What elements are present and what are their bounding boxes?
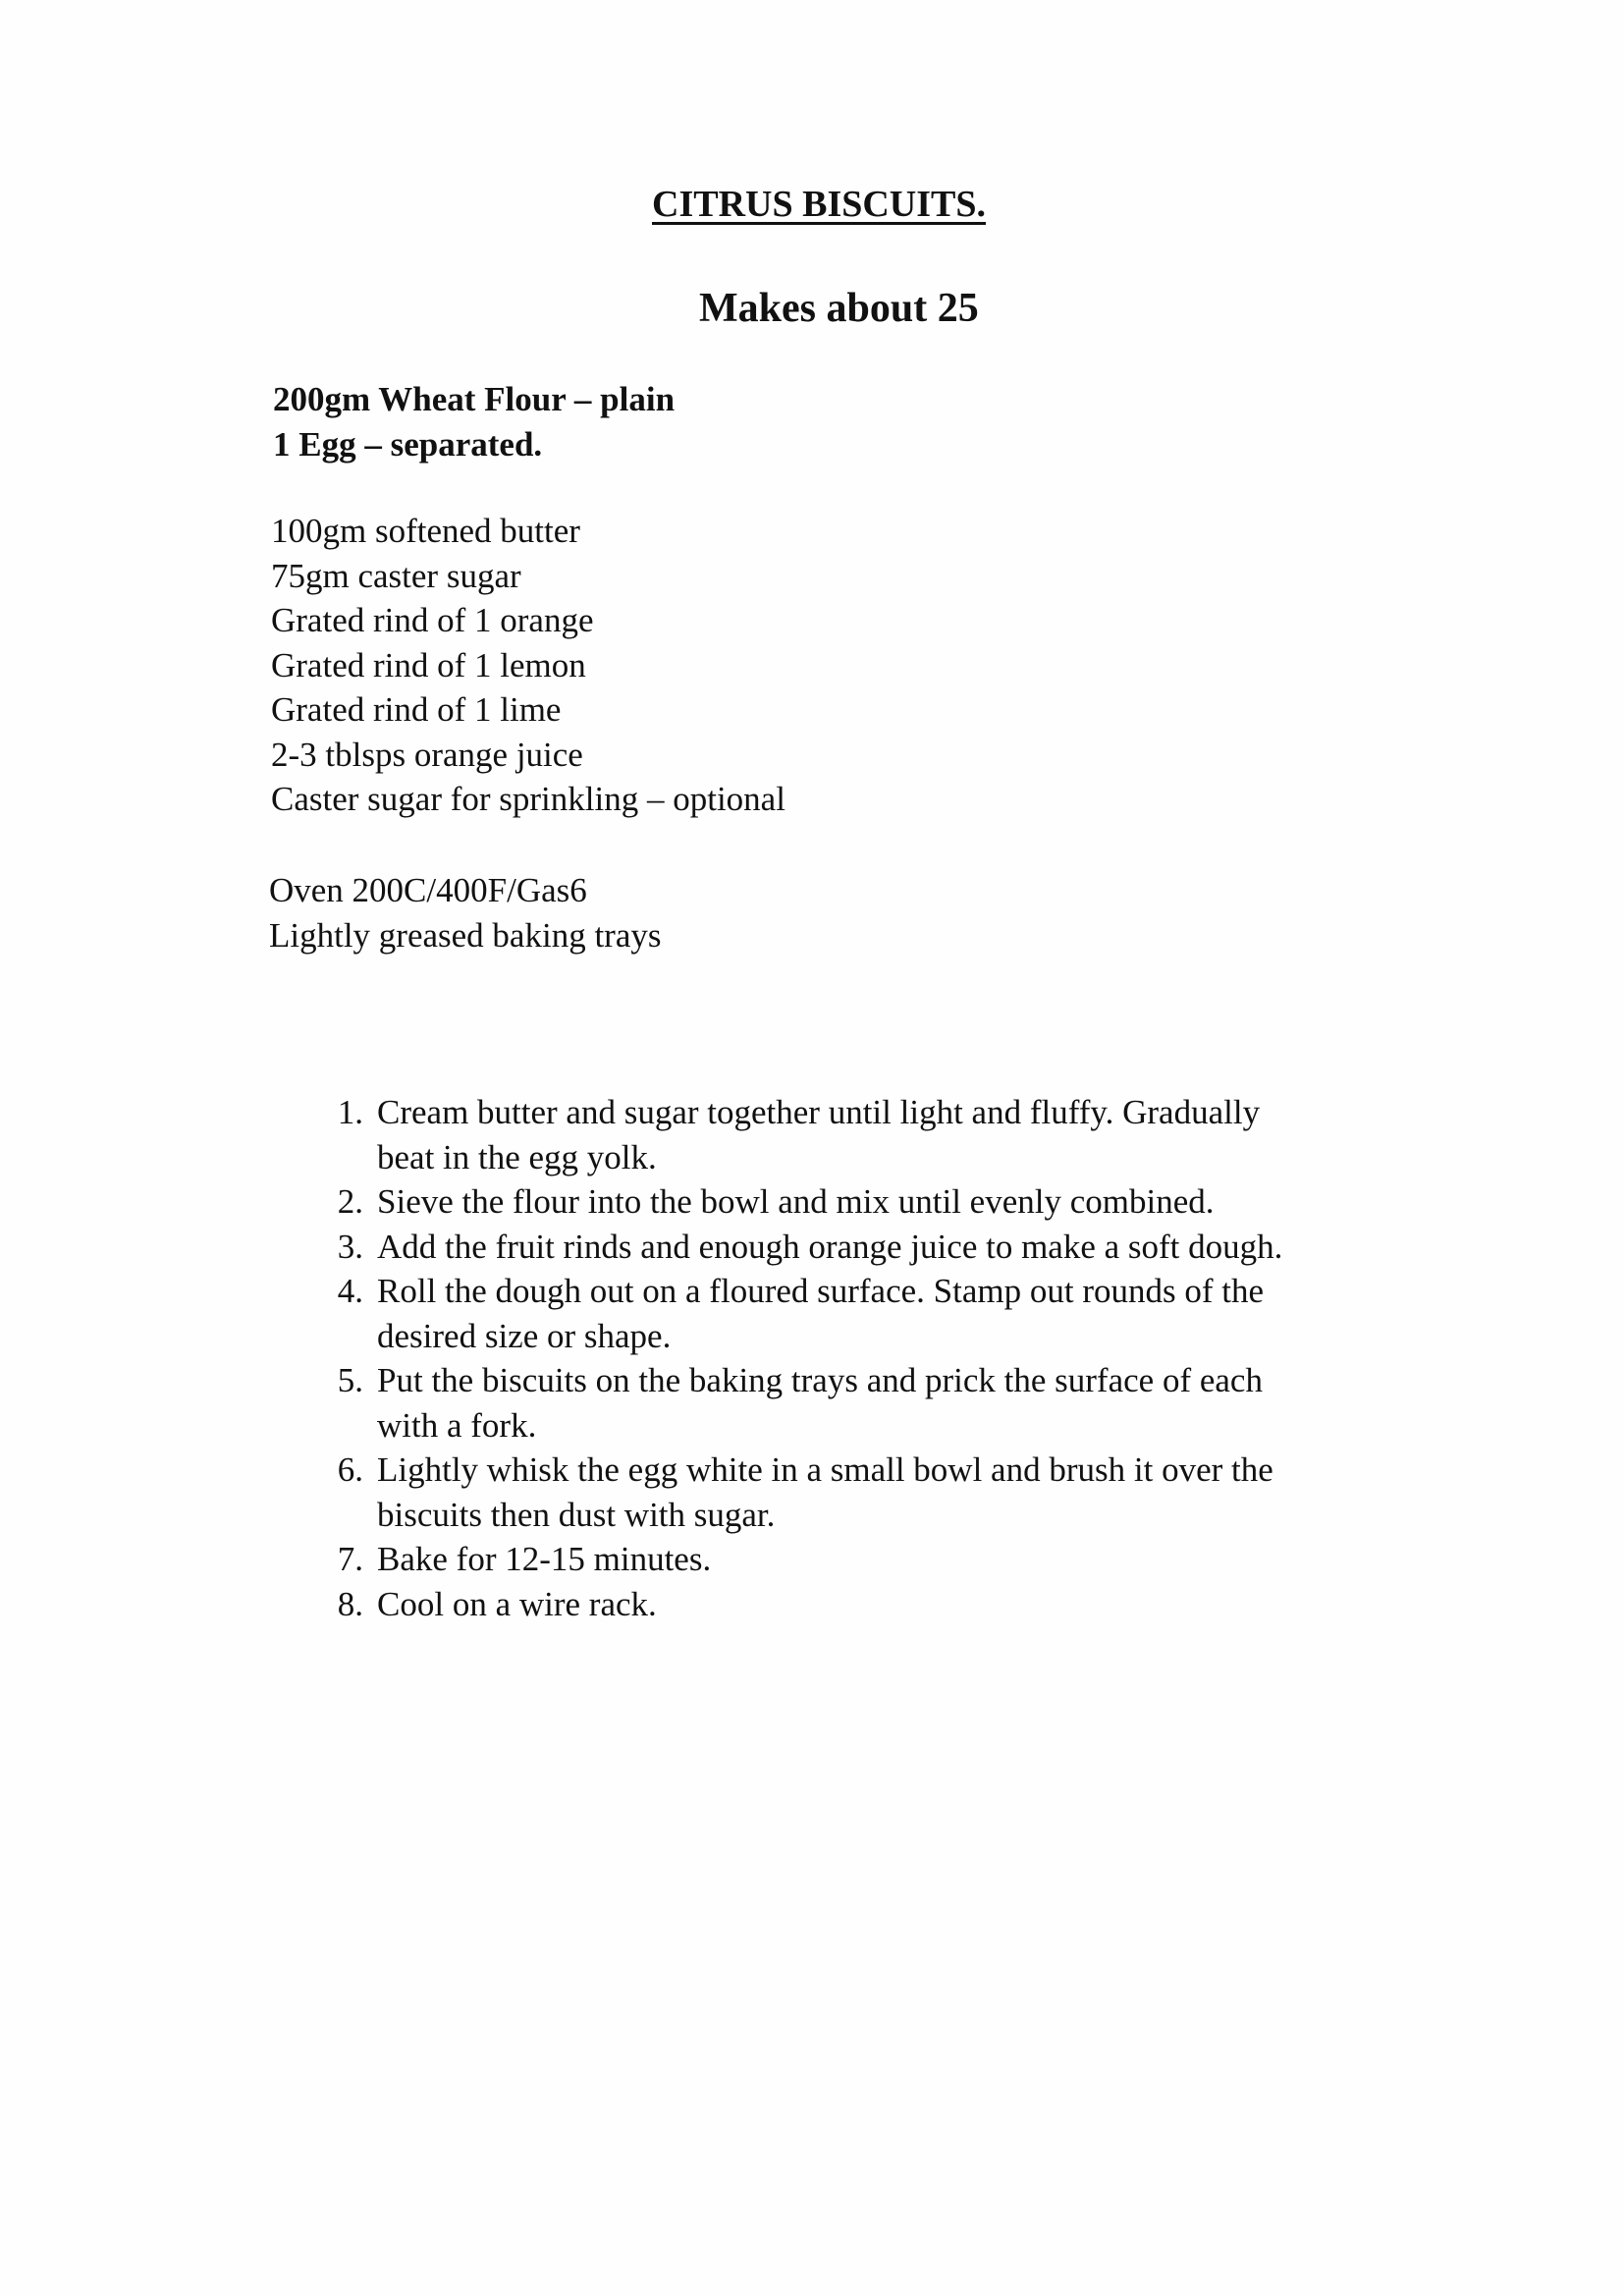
step-text — [377, 1537, 1420, 1582]
step-number: 1. — [337, 1093, 363, 1131]
step-number: 3. — [337, 1227, 363, 1266]
step-text — [377, 1269, 1420, 1358]
step-line: biscuits then dust with sugar. — [377, 1495, 776, 1534]
key-ingredients-list — [273, 377, 675, 467]
step-number: 2. — [337, 1182, 363, 1221]
ingredient: Grated rind of 1 orange — [271, 601, 594, 639]
ingredient: Caster sugar for sprinkling – optional — [271, 780, 785, 818]
ingredient: 100gm softened butter — [271, 512, 580, 550]
step-text — [377, 1225, 1420, 1270]
method-step — [310, 1448, 1420, 1537]
method-step — [310, 1582, 1420, 1627]
step-line: Cream butter and sugar together until light and fluffy. Gradually — [377, 1093, 1261, 1131]
method-step — [310, 1090, 1420, 1179]
recipe-title: CITRUS BISCUITS. — [652, 184, 987, 225]
step-text — [377, 1090, 1420, 1179]
method-step — [310, 1225, 1420, 1270]
step-number: 6. — [337, 1450, 363, 1489]
ingredient: 75gm caster sugar — [271, 556, 521, 595]
step-line: Cool on a wire rack. — [377, 1584, 657, 1623]
step-line: Lightly whisk the egg white in a small bowl and brush it over the — [377, 1450, 1273, 1489]
key-ingredient: 1 Egg – separated. — [273, 425, 543, 464]
step-line: Bake for 12-15 minutes. — [377, 1540, 712, 1578]
method-step — [310, 1179, 1420, 1225]
step-text — [377, 1448, 1420, 1537]
step-line: Put the biscuits on the baking trays and prick the surface of each — [377, 1361, 1263, 1399]
oven-setting: Oven 200C/400F/Gas6 — [269, 871, 587, 909]
method-step — [310, 1269, 1420, 1358]
step-number: 4. — [337, 1272, 363, 1310]
step-number: 7. — [337, 1540, 363, 1578]
step-text — [377, 1358, 1420, 1448]
method-step — [310, 1537, 1420, 1582]
step-text — [377, 1179, 1420, 1225]
tray-note: Lightly greased baking trays — [269, 916, 662, 955]
ingredient: Grated rind of 1 lemon — [271, 645, 586, 684]
ingredients-list — [271, 509, 785, 822]
step-line: beat in the egg yolk. — [377, 1137, 657, 1176]
step-number: 8. — [337, 1584, 363, 1623]
step-line: with a fork. — [377, 1405, 537, 1445]
recipe-yield: Makes about 25 — [699, 286, 979, 331]
step-text — [377, 1582, 1420, 1627]
key-ingredient: 200gm Wheat Flour – plain — [273, 380, 676, 418]
step-line: Add the fruit rinds and enough orange juice to make a soft dough. — [377, 1227, 1283, 1266]
oven-notes — [269, 868, 661, 958]
ingredient: 2-3 tblsps orange juice — [271, 735, 583, 774]
method-list — [310, 1090, 1420, 1626]
step-line: desired size or shape. — [377, 1316, 672, 1355]
step-line: Roll the dough out on a floured surface. Stamp out rounds of the — [377, 1272, 1265, 1310]
ingredient: Grated rind of 1 lime — [271, 690, 562, 729]
step-number: 5. — [337, 1361, 363, 1399]
method-step — [310, 1358, 1420, 1448]
step-line: Sieve the flour into the bowl and mix until evenly combined. — [377, 1182, 1215, 1221]
